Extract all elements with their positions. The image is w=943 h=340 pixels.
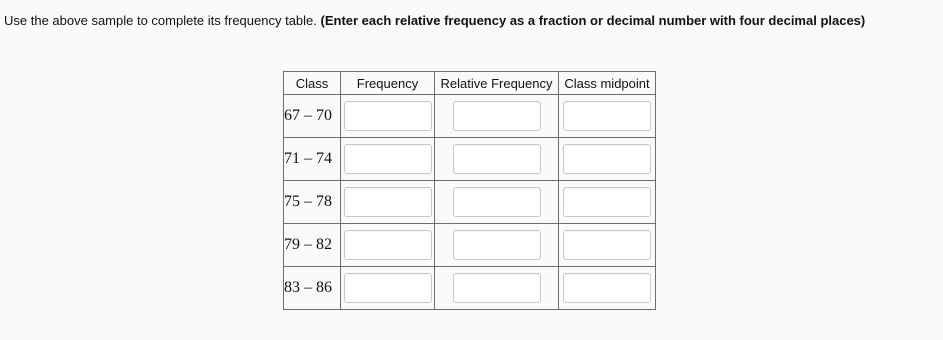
class-label: 83 – 86 [284,267,341,310]
class-midpoint-cell [559,181,656,224]
table-header-row [284,72,656,95]
relative-frequency-cell [435,267,559,310]
class-label: 71 – 74 [284,138,341,181]
class-midpoint-input[interactable] [563,187,651,217]
header-relative-frequency: Relative Frequency [435,72,559,95]
class-label: 67 – 70 [284,95,341,138]
class-label: 75 – 78 [284,181,341,224]
relative-frequency-input[interactable] [453,273,541,303]
class-midpoint-input[interactable] [563,273,651,303]
frequency-cell [341,181,435,224]
table-row [284,267,656,310]
class-midpoint-input[interactable] [563,230,651,260]
frequency-cell [341,138,435,181]
relative-frequency-cell [435,138,559,181]
relative-frequency-cell [435,181,559,224]
relative-frequency-cell [435,224,559,267]
relative-frequency-input[interactable] [453,187,541,217]
class-midpoint-cell [559,138,656,181]
class-midpoint-cell [559,267,656,310]
frequency-input[interactable] [344,273,432,303]
frequency-input[interactable] [344,187,432,217]
instruction-plain: Use the above sample to complete its frequency table. [4,13,321,28]
table-row [284,138,656,181]
frequency-input[interactable] [344,230,432,260]
relative-frequency-input[interactable] [453,101,541,131]
frequency-table [283,71,656,310]
instruction-text [4,13,865,29]
header-class-midpoint: Class midpoint [559,72,656,95]
frequency-cell [341,95,435,138]
class-label: 79 – 82 [284,224,341,267]
class-midpoint-input[interactable] [563,144,651,174]
relative-frequency-input[interactable] [453,144,541,174]
frequency-cell [341,267,435,310]
header-class: Class [284,72,341,95]
frequency-cell [341,224,435,267]
class-midpoint-cell [559,95,656,138]
table-row [284,95,656,138]
relative-frequency-input[interactable] [453,230,541,260]
relative-frequency-cell [435,95,559,138]
frequency-input[interactable] [344,101,432,131]
frequency-input[interactable] [344,144,432,174]
instruction-bold: (Enter each relative frequency as a fraction or decimal number with four decimal places) [320,13,866,28]
class-midpoint-input[interactable] [563,101,651,131]
header-frequency: Frequency [341,72,435,95]
class-midpoint-cell [559,224,656,267]
table-row [284,181,656,224]
table-row [284,224,656,267]
